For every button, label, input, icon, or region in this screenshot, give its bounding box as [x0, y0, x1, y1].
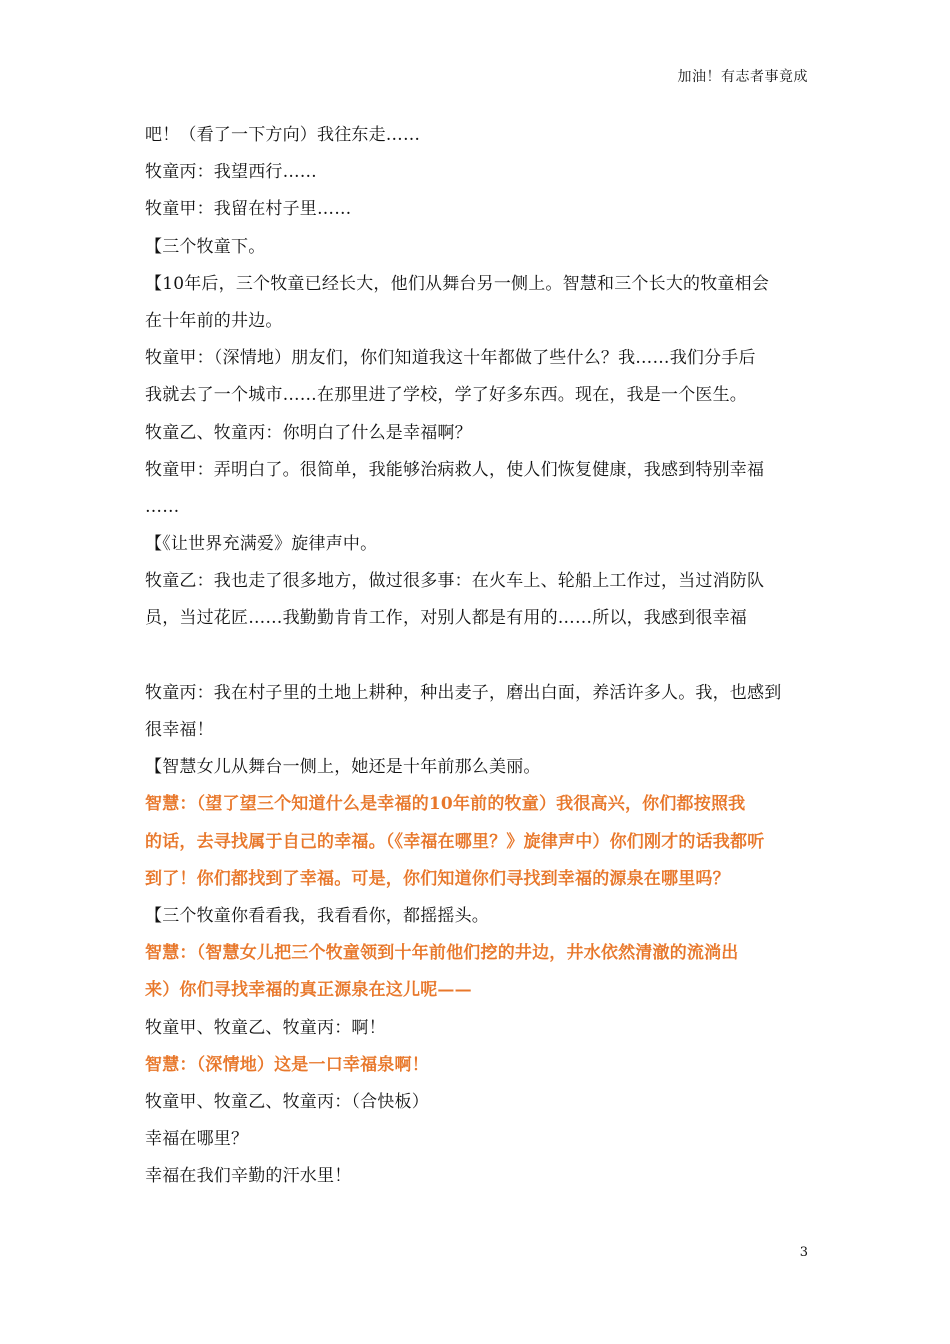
highlighted-line: 智慧：（望了望三个知道什么是幸福的10年前的牧童）我很高兴，你们都按照我: [145, 794, 746, 815]
text-line: 牧童甲、牧童乙、牧童丙：（合快板）: [145, 1091, 429, 1112]
highlighted-line: 来）你们寻找幸福的真正源泉在这儿呢——: [145, 980, 472, 1001]
text-line: 牧童丙：我望西行……: [145, 162, 317, 183]
highlighted-line: 智慧：（深情地）这是一口幸福泉啊！: [145, 1054, 429, 1075]
text-line: 牧童甲：我留在村子里……: [145, 199, 352, 220]
text-line: 幸福在我们辛勤的汗水里！: [145, 1166, 352, 1187]
text-line: 【10年后，三个牧童已经长大，他们从舞台另一侧上。智慧和三个长大的牧童相会: [145, 273, 770, 294]
text-line: [145, 638, 807, 675]
text-line: 【智慧女儿从舞台一侧上，她还是十年前那么美丽。: [145, 757, 541, 778]
text-line: 牧童甲：（深情地）朋友们，你们知道我这十年都做了些什么？我……我们分手后: [145, 348, 756, 369]
text-line: 我就去了一个城市……在那里进了学校，学了好多东西。现在，我是一个医生。: [145, 385, 747, 406]
text-line: 【三个牧童下。: [145, 236, 266, 257]
text-line: 幸福在哪里？: [145, 1129, 249, 1150]
text-line: 牧童甲：弄明白了。很简单，我能够治病救人，使人们恢复健康，我感到特别幸福: [145, 459, 765, 480]
text-line: 很幸福！: [145, 720, 214, 740]
text-line: 在十年前的井边。: [145, 310, 283, 331]
highlighted-line: 到了！你们都找到了幸福。可是，你们知道你们寻找到幸福的源泉在哪里吗？: [145, 868, 730, 889]
text-line: 牧童乙：我也走了很多地方，做过很多事：在火车上、轮船上工作过，当过消防队: [145, 571, 765, 592]
text-line: 员，当过花匠……我勤勤肯肯工作，对别人都是有用的……所以，我感到很幸福: [145, 608, 747, 629]
text-line: 牧童丙：我在村子里的土地上耕种，种出麦子，磨出白面，养活许多人。我，也感到: [145, 682, 782, 703]
document-body: [145, 117, 807, 1195]
text-line: ……: [145, 496, 180, 517]
highlighted-line: 智慧：（智慧女儿把三个牧童领到十年前他们挖的井边，井水依然清澈的流淌出: [145, 943, 739, 964]
text-line: 牧童乙、牧童丙：你明白了什么是幸福啊？: [145, 422, 472, 443]
page-number: 3: [799, 1245, 808, 1260]
highlighted-line: 的话，去寻找属于自己的幸福。（《幸福在哪里？》旋律声中）你们刚才的话我都听: [145, 831, 765, 852]
text-line: 【《让世界充满爱》旋律声中。: [145, 534, 378, 555]
page-header: 加油！有志者事竟成: [677, 69, 808, 85]
text-line: 【三个牧童你看看我，我看看你，都摇摇头。: [145, 905, 489, 926]
text-line: 吧！（看了一下方向）我往东走……: [145, 125, 421, 145]
text-line: 牧童甲、牧童乙、牧童丙：啊！: [145, 1017, 386, 1038]
